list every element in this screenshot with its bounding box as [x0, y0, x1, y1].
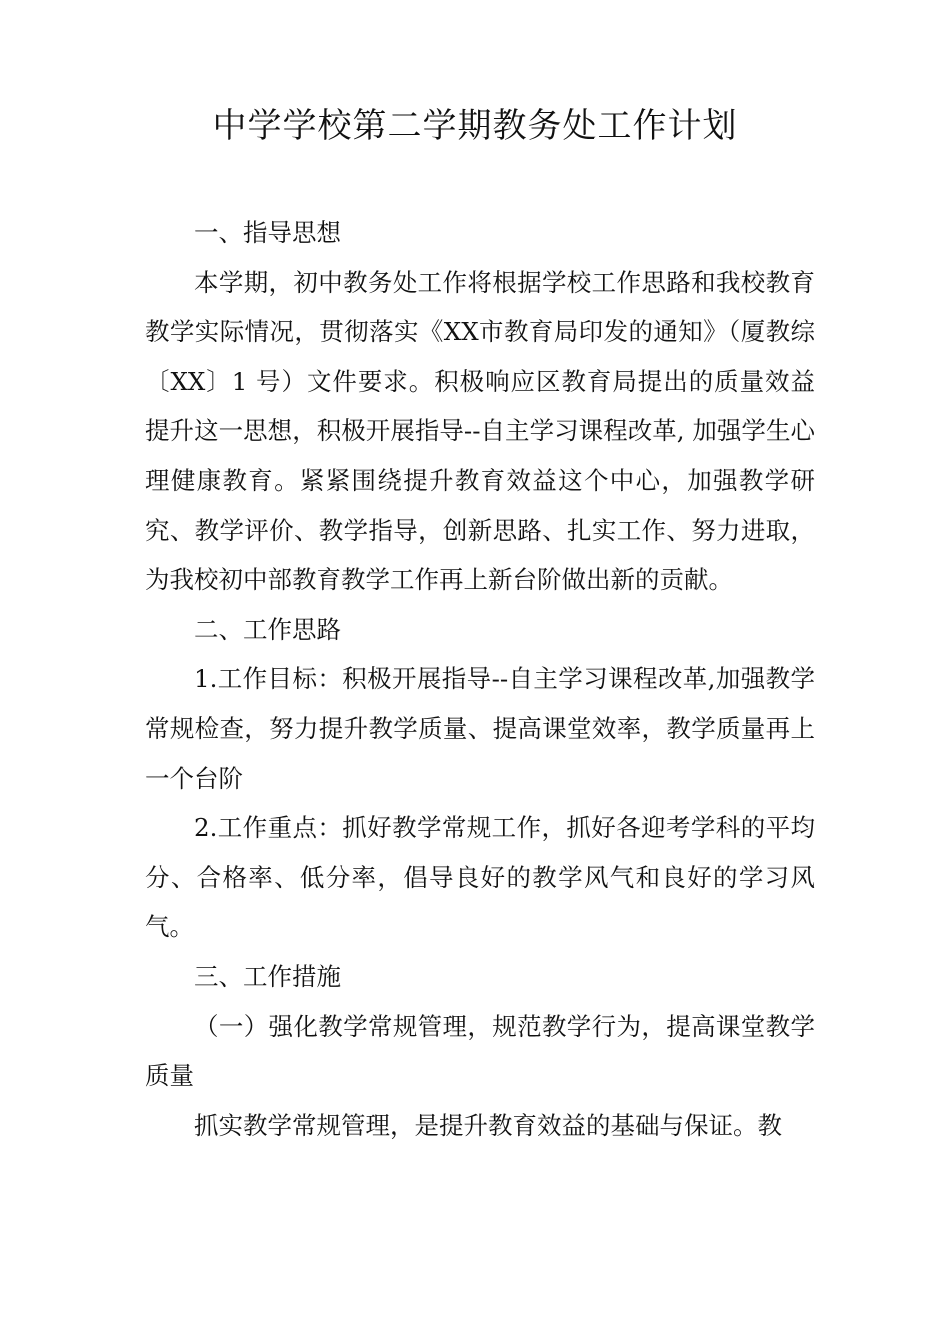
paragraph-work-focus: 2.工作重点：抓好教学常规工作，抓好各迎考学科的平均分、合格率、低分率，倡导良好的教学风气和良好的学习风气。	[145, 813, 815, 942]
section-heading-work-measures: 三、工作措施	[194, 961, 341, 991]
paragraph-guiding-ideology: 本学期，初中教务处工作将根据学校工作思路和我校教育教学实际情况，贯彻落实《XX市教育局印发的通知》（厦教综〔XX〕1 号）文件要求。积极响应区教育局提出的质量效益提升这一思想，积极开展指导--自主学习课程改革, 加强学生心理健康教育。紧紧围绕提升教育效益这个中心，加强教学研究、教学评价、教学指导，创新思路、扎实工作、努力进取，为我校初中部教育教学工作再上新台阶做出新的贡献。	[145, 267, 815, 595]
paragraph-work-goal: 1.工作目标：积极开展指导--自主学习课程改革,加强教学常规检查，努力提升教学质量、提高课堂效率，教学质量再上一个台阶	[145, 664, 815, 793]
paragraph-teaching-routine: 抓实教学常规管理，是提升教育效益的基础与保证。教	[194, 1110, 782, 1140]
document-body	[145, 208, 815, 1150]
section-heading-guiding-ideology: 一、指导思想	[194, 218, 341, 247]
subheading-teaching-routine: （一）强化教学常规管理，规范教学行为，提高课堂教学质量	[145, 1011, 815, 1091]
document-title: 中学学校第二学期教务处工作计划	[212, 106, 738, 146]
section-heading-work-approach: 二、工作思路	[194, 614, 341, 644]
